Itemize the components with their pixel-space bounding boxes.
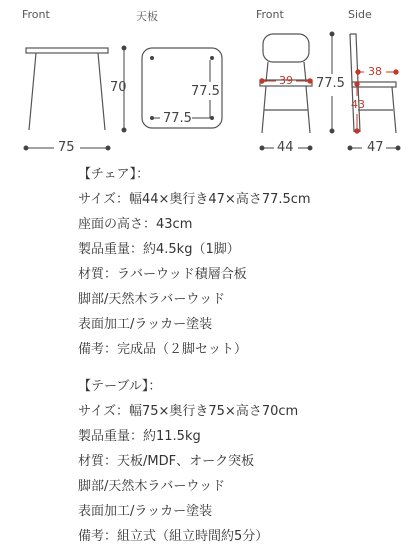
chair-height-value: 77.5	[316, 76, 345, 91]
table-spec-weight: 製品重量：約11.5kg	[78, 429, 201, 444]
table-width-value: 75	[58, 140, 75, 155]
chair-backrest	[263, 34, 309, 62]
label-front-table: Front	[22, 8, 50, 21]
chair-depth-value: 47	[367, 140, 384, 155]
table-leg-left	[29, 53, 36, 130]
chair-spec-seat-height: 座面の高さ：43cm	[78, 217, 193, 232]
chair-spec-weight: 製品重量：約4.5kg（1脚）	[78, 242, 240, 257]
chair-spec-material: 材質：ラバーウッド積層合板	[78, 267, 247, 282]
tabletop-width-value: 77.5	[163, 111, 192, 126]
table-spec-material: 材質：天板/MDF、オーク突板	[78, 454, 255, 469]
chair-spec-note: 備考：完成品（２脚セット）	[78, 342, 248, 357]
table-spec-finish: 表面加工/ラッカー塗装	[78, 504, 213, 519]
tabletop-depth-value: 77.5	[191, 84, 220, 99]
chair-spec-heading: 【チェア】：	[78, 167, 150, 182]
dimension-diagram	[0, 0, 420, 160]
chair-seat-height-value: 43	[351, 98, 365, 111]
table-leg-right	[98, 53, 105, 130]
chair-spec-finish: 表面加工/ラッカー塗装	[78, 317, 213, 332]
chair-seat-width-value: 39	[279, 74, 293, 87]
chair-width-value: 44	[277, 140, 294, 155]
chair-spec-legs: 脚部/天然木ラバーウッド	[78, 292, 226, 307]
chair-spec-size: サイズ：幅44×奥行き47×高さ77.5cm	[78, 192, 311, 207]
table-spec-legs: 脚部/天然木ラバーウッド	[78, 479, 226, 494]
label-side-chair: Side	[348, 8, 372, 21]
table-spec-heading: 【テーブル】：	[78, 379, 162, 394]
table-front-drawing	[26, 48, 108, 130]
label-top: 天板	[136, 10, 158, 23]
spec-list	[78, 162, 311, 549]
table-spec-size: サイズ：幅75×奥行き75×高さ70cm	[78, 404, 299, 419]
table-height-value: 70	[110, 80, 127, 95]
table-tabletop	[26, 48, 108, 53]
table-spec-note: 備考：組立式（組立時間約5分）	[78, 529, 269, 544]
label-front-chair: Front	[256, 8, 284, 21]
chair-seat-depth-value: 38	[368, 65, 382, 78]
